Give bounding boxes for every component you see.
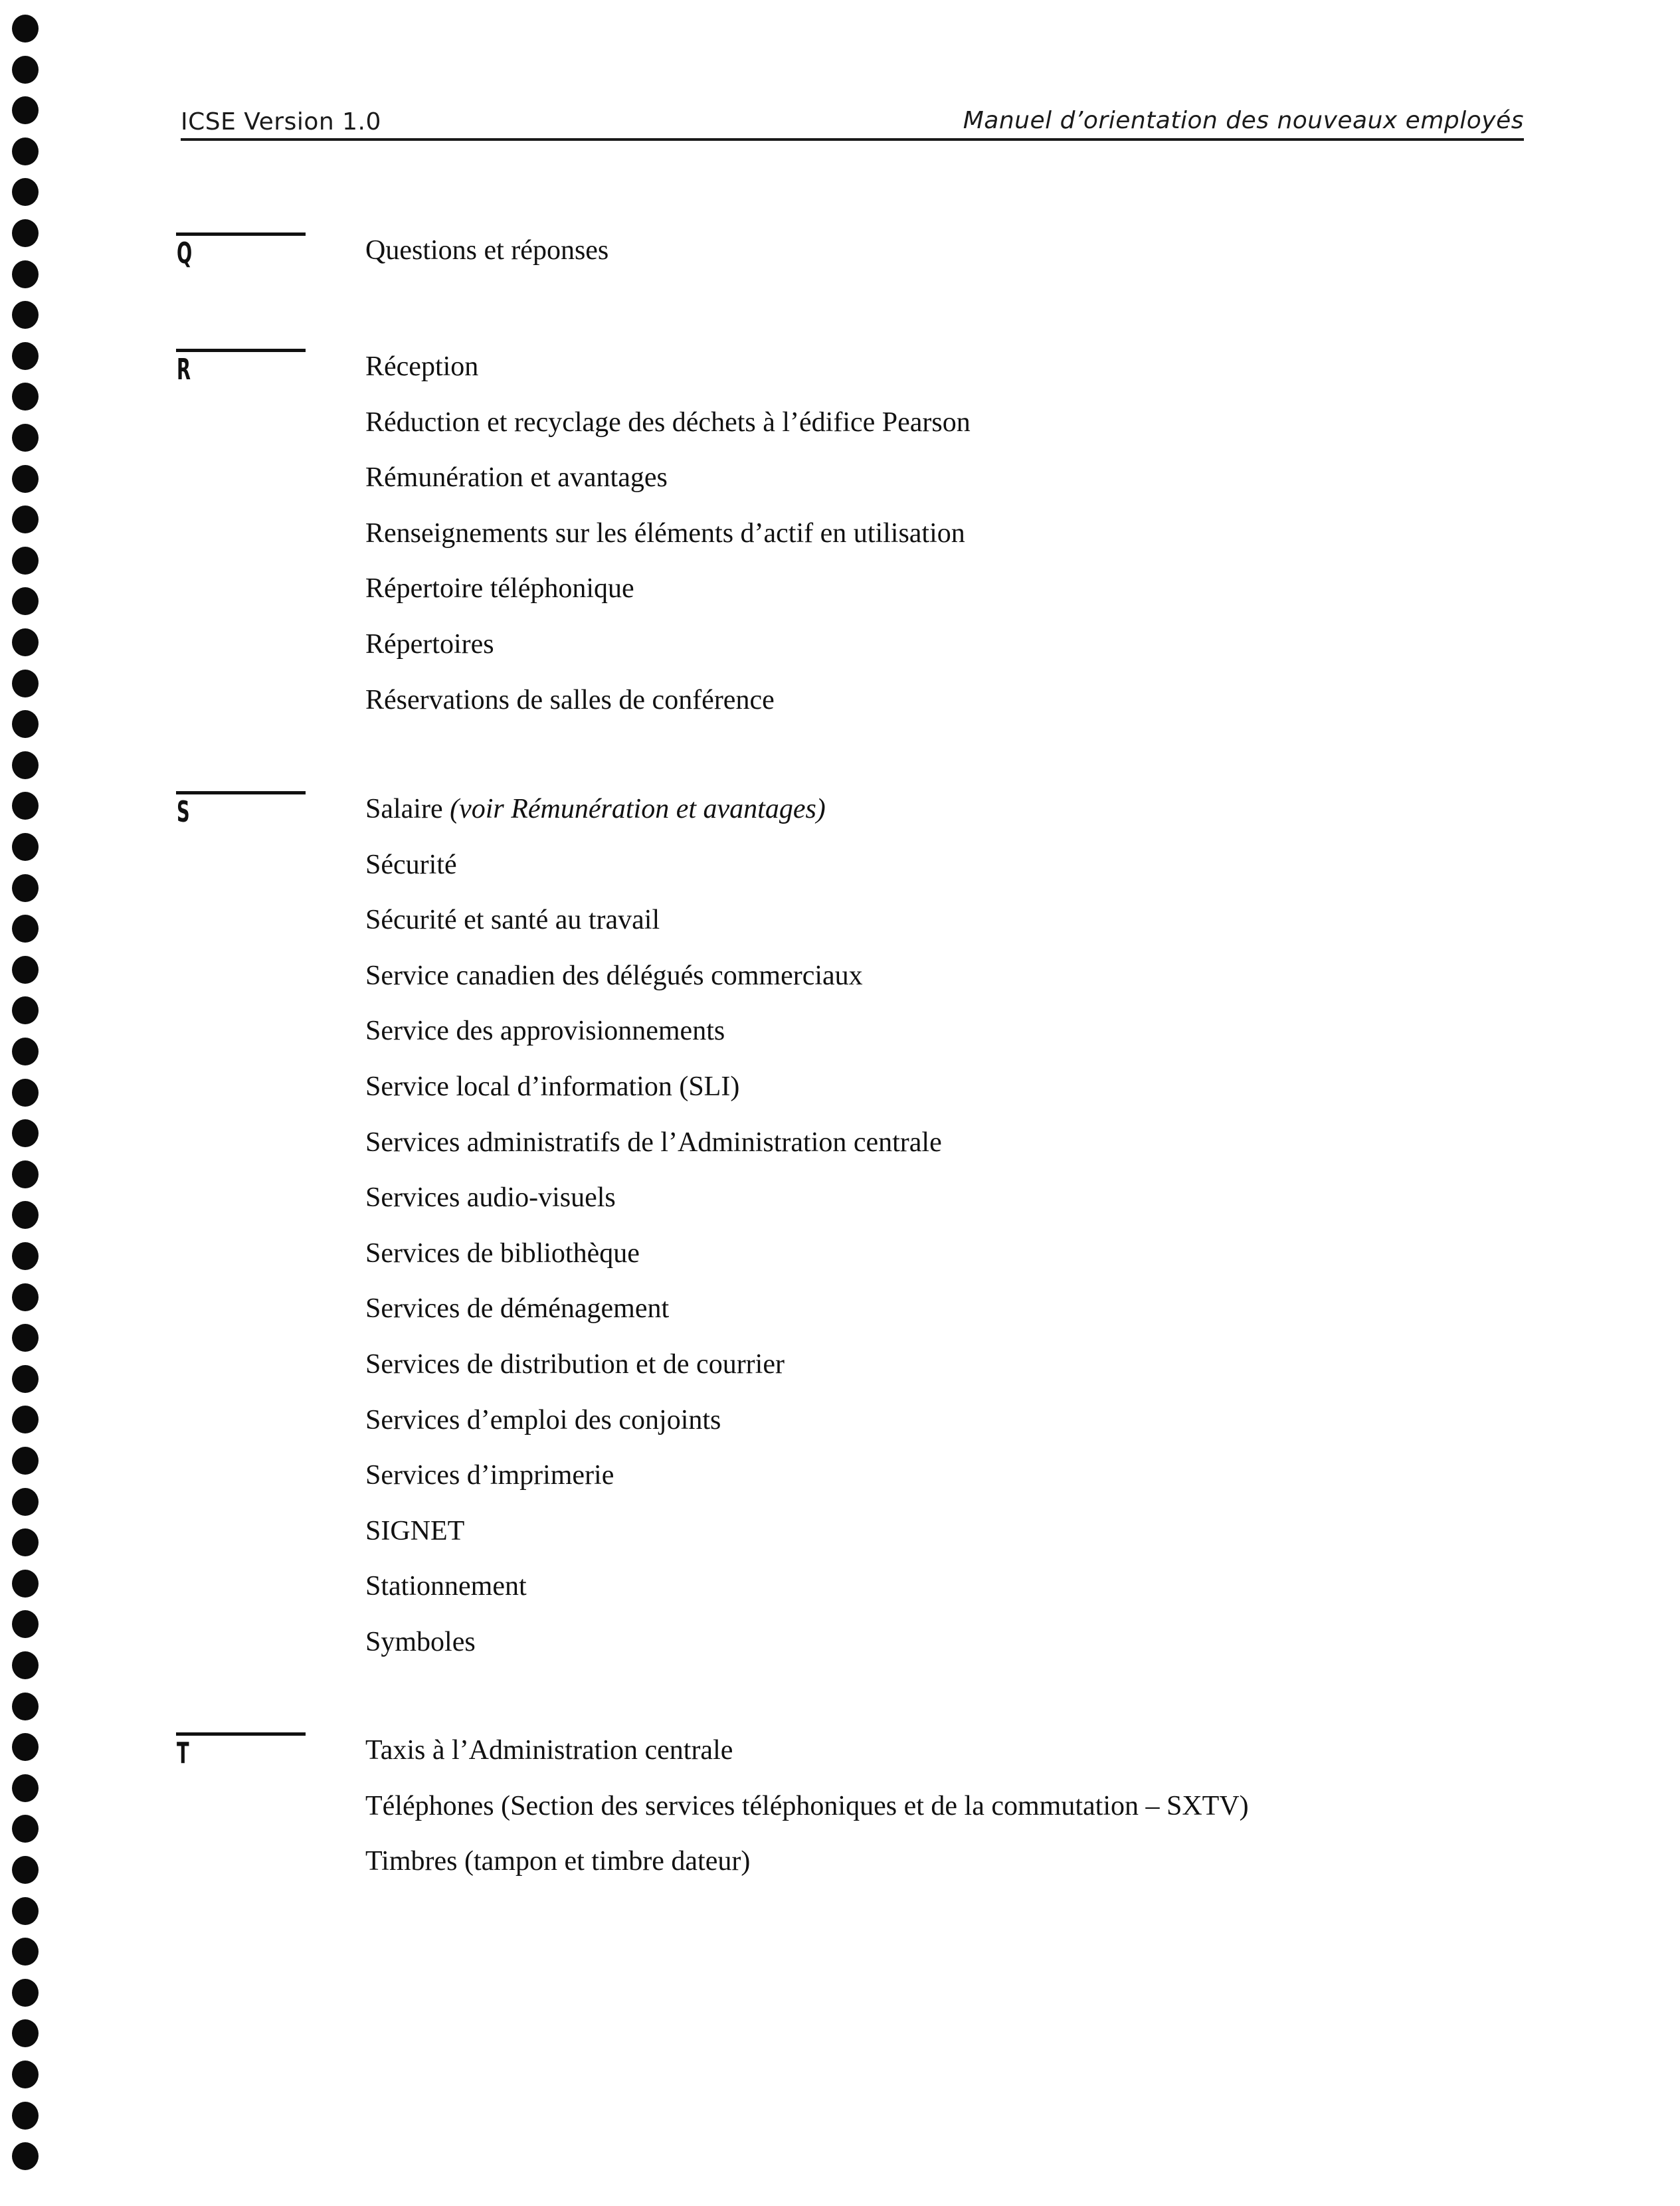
index-entry [365,1834,1249,1890]
index-entry [365,395,971,451]
binding-hole [12,219,39,247]
index-entry [365,1115,942,1171]
index-entry [365,1393,942,1449]
section-letter: T [177,1736,189,1770]
index-entry [365,893,942,949]
binding-hole [12,260,39,288]
header-version: ICSE Version 1.0 [181,108,381,136]
binding-hole [12,2061,39,2088]
index-entry [365,1170,942,1226]
entry-text: Services d’imprimerie [365,1460,614,1491]
binding-hole [12,1938,39,1966]
entry-text: Symboles [365,1626,476,1657]
binding-hole [12,342,39,370]
binding-hole [12,1693,39,1720]
index-entry [365,617,971,673]
running-header [181,106,1524,141]
index-entry [365,1281,942,1337]
binding-hole [12,1365,39,1393]
index-entry [365,782,942,838]
binding-hole [12,1160,39,1188]
binding-hole [12,15,39,43]
entry-text: Stationnement [365,1571,527,1602]
binding-hole [12,792,39,820]
entry-text: Services de déménagement [365,1293,670,1325]
binding-hole [12,96,39,124]
index-entry [365,838,942,893]
binding-hole [12,751,39,779]
binding-hole [12,874,39,902]
binding-hole [12,1610,39,1638]
binding-hole [12,1201,39,1229]
entry-text: Renseignements sur les éléments d’actif en utilisation [365,517,965,549]
index-entry [365,339,971,395]
binding-holes [12,15,39,2200]
entry-text: Service local d’information (SLI) [365,1071,740,1102]
index-entry [365,1504,942,1560]
index-entry [365,949,942,1004]
binding-hole [12,1815,39,1843]
entry-list [365,223,608,279]
index-entry [365,673,971,729]
binding-hole [12,1079,39,1107]
section-rule [176,232,306,236]
section-rule [176,349,306,352]
binding-hole [12,915,39,943]
entry-list [365,339,971,728]
entry-text: Répertoires [365,628,494,660]
index-entry [365,450,971,506]
binding-hole [12,587,39,615]
section-letter: Q [177,236,193,270]
index-entry [365,1559,942,1615]
entry-text: Réservations de salles de conférence [365,684,775,715]
index-entry [365,1723,1249,1779]
binding-hole [12,1324,39,1352]
binding-hole [12,138,39,165]
index-entry [365,1779,1249,1835]
entry-text: Salaire [365,794,450,824]
entry-text: Services administratifs de l’Administration centrale [365,1127,942,1158]
entry-text: Sécurité et santé au travail [365,905,660,936]
binding-hole [12,1774,39,1802]
binding-hole [12,670,39,697]
entry-text: Réception [365,351,479,382]
section-rule [176,791,306,794]
entry-text: Services d’emploi des conjoints [365,1404,721,1435]
entry-text: Timbres (tampon et timbre dateur) [365,1846,751,1877]
entry-cross-reference: (voir Rémunération et avantages) [450,794,826,824]
binding-hole [12,956,39,984]
binding-hole [12,2102,39,2130]
section-letter: R [177,353,191,387]
binding-hole [12,178,39,206]
entry-list [365,782,942,1671]
binding-hole [12,1570,39,1598]
entry-text: Sécurité [365,849,457,880]
entry-text: Rémunération et avantages [365,462,668,494]
binding-hole [12,1119,39,1147]
binding-hole [12,1283,39,1311]
index-entry [365,1337,942,1393]
binding-hole [12,1979,39,2007]
index-entry [365,1615,942,1671]
binding-hole [12,710,39,738]
binding-hole [12,1447,39,1475]
index-entry [365,1059,942,1115]
entry-text: Taxis à l’Administration centrale [365,1735,733,1766]
binding-hole [12,1733,39,1761]
entry-text: Questions et réponses [365,235,609,266]
entry-text: Services de distribution et de courrier [365,1348,785,1380]
entry-text: Services audio-visuels [365,1182,616,1214]
entry-text: Service canadien des délégués commerciaux [365,960,863,991]
entry-text: Téléphones (Section des services téléphoniques et de la commutation – SXTV) [365,1790,1249,1821]
entry-text: SIGNET [365,1515,465,1546]
binding-hole [12,2142,39,2170]
entry-list [365,1723,1249,1890]
binding-hole [12,465,39,493]
binding-hole [12,833,39,861]
binding-hole [12,1856,39,1884]
entry-text: Services de bibliothèque [365,1238,640,1269]
binding-hole [12,1897,39,1925]
binding-hole [12,1242,39,1270]
header-manual-title: Manuel d’orientation des nouveaux employés [963,107,1524,134]
binding-hole [12,1528,39,1556]
index-entry [365,506,971,562]
entry-text: Réduction et recyclage des déchets à l’édifice Pearson [365,407,971,438]
index-entry [365,561,971,617]
entry-text: Répertoire téléphonique [365,573,634,604]
index-entry [365,1448,942,1504]
index-entry [365,223,608,279]
binding-hole [12,996,39,1024]
index-entry [365,1226,942,1282]
binding-hole [12,1488,39,1516]
binding-hole [12,547,39,575]
binding-hole [12,1651,39,1679]
binding-hole [12,383,39,411]
binding-hole [12,1406,39,1433]
binding-hole [12,424,39,452]
binding-hole [12,1038,39,1065]
section-rule [176,1732,306,1736]
binding-hole [12,56,39,84]
binding-hole [12,301,39,329]
binding-hole [12,506,39,533]
entry-text: Service des approvisionnements [365,1016,725,1047]
index-entry [365,1004,942,1059]
section-letter: S [177,795,190,829]
binding-hole [12,628,39,656]
binding-hole [12,2019,39,2047]
